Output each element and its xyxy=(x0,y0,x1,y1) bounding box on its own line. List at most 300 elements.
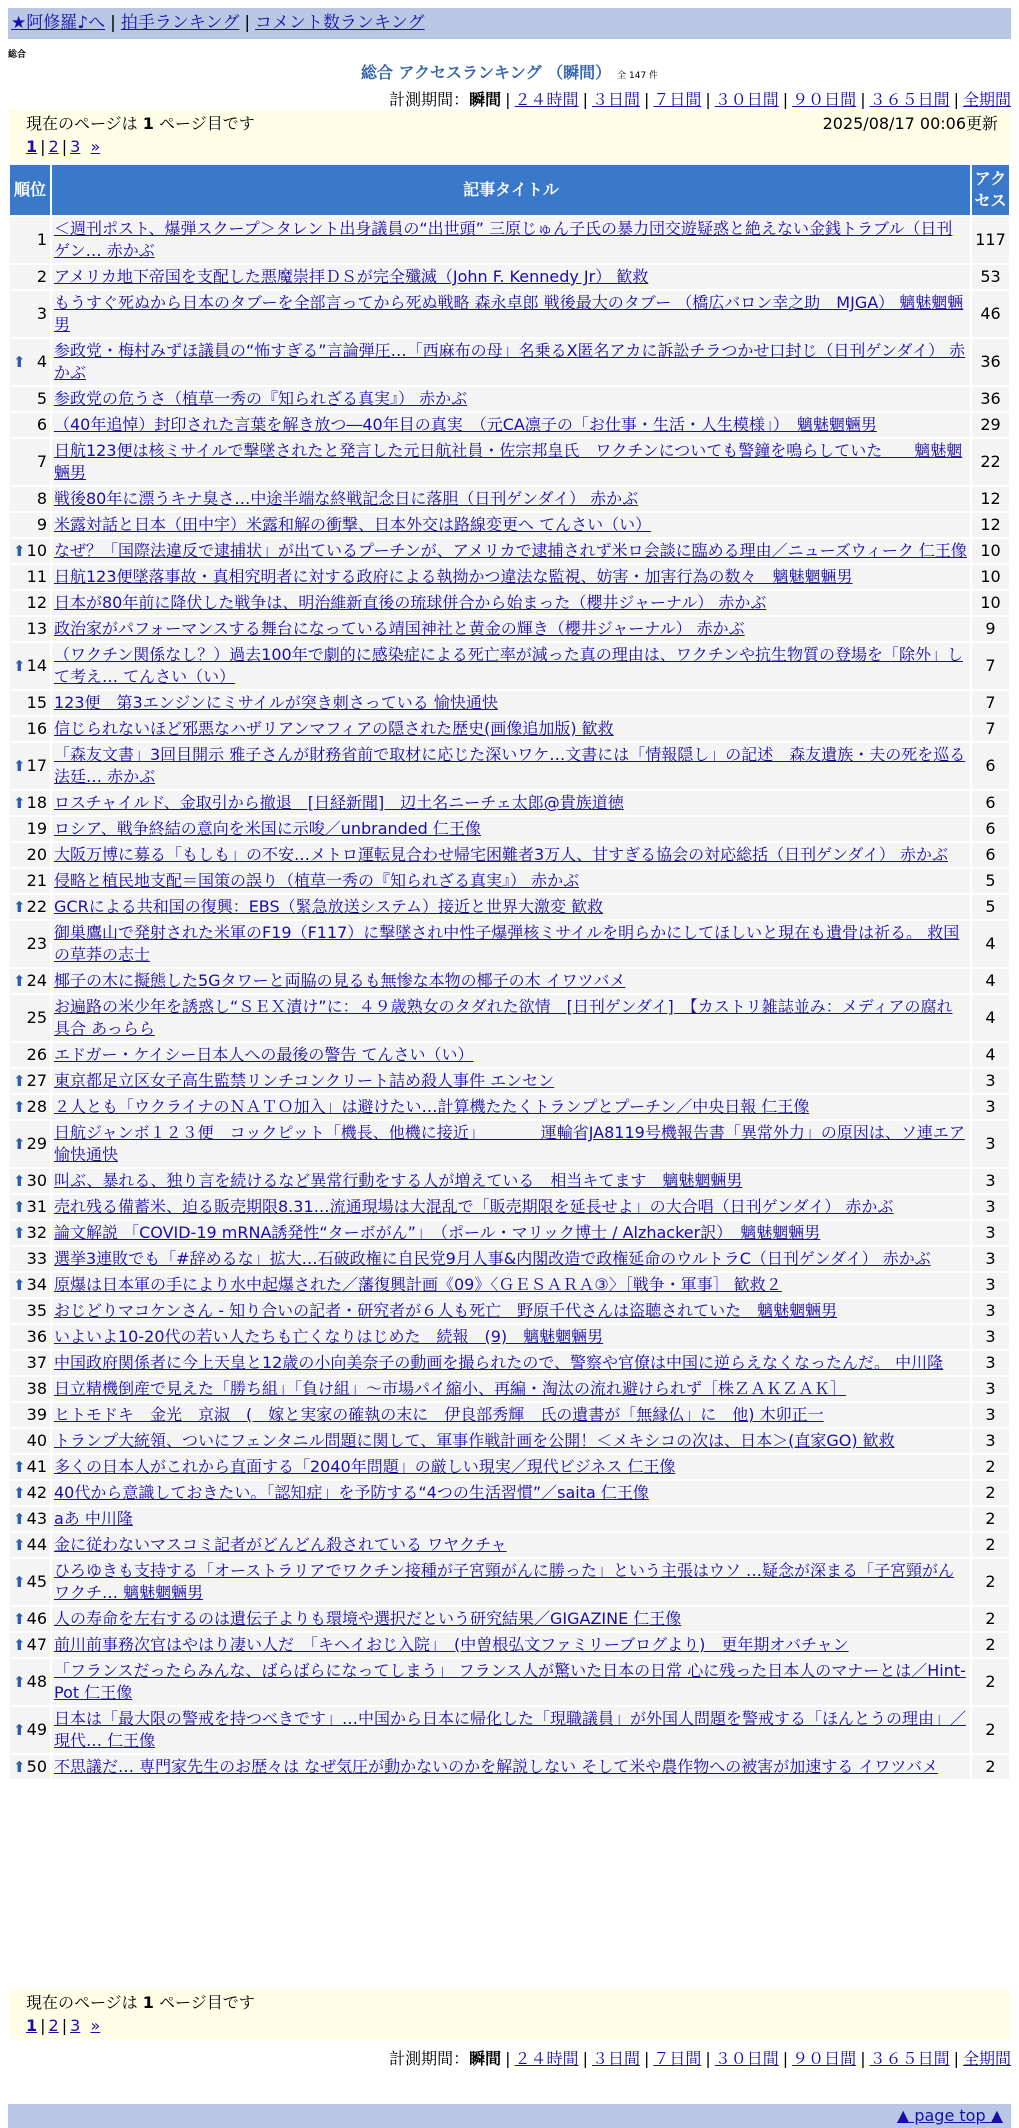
table-row xyxy=(10,291,1009,337)
access-count: 2 xyxy=(972,1455,1009,1479)
article-link[interactable]: ロスチャイルド、金取引から撤退 [日経新聞] 辺土名ニーチェ太郎@貴族道徳 xyxy=(54,793,624,812)
rank-cell xyxy=(10,413,50,437)
separator: | xyxy=(40,2016,46,2035)
up-arrow-icon: ⬆ xyxy=(13,794,26,812)
rank-number: 34 xyxy=(26,1275,47,1294)
title-cell xyxy=(52,1659,970,1705)
access-count: 7 xyxy=(972,643,1009,689)
title-cell xyxy=(52,1095,970,1119)
title-cell xyxy=(52,743,970,789)
page-link-3[interactable]: 3 xyxy=(70,137,81,156)
up-arrow-icon: ⬆ xyxy=(13,1198,26,1216)
access-count: 3 xyxy=(972,1273,1009,1297)
separator: | xyxy=(505,90,511,109)
rank-cell xyxy=(10,1095,50,1119)
article-link[interactable]: ２人とも「ウクライナのＮＡＴＯ加入」は避けたい…計算機たたくトランプとプーチン／中央日報 仁王像 xyxy=(54,1097,810,1116)
rank-number: 1 xyxy=(36,230,47,249)
period-current: 瞬間 xyxy=(469,90,502,109)
table-row xyxy=(10,643,1009,689)
article-link[interactable]: 大阪万博に募る「もしも」の不安…メトロ運転見合わせ帰宅困難者3万人、甘すぎる協会の対応総括（日刊ゲンダイ） 赤かぶ xyxy=(54,845,948,864)
rank-cell xyxy=(10,1455,50,1479)
access-count: 3 xyxy=(972,1121,1009,1167)
rank-number: 8 xyxy=(36,489,47,508)
period-option-6[interactable]: 全期間 xyxy=(962,90,1011,109)
article-link[interactable]: aあ 中川隆 xyxy=(54,1509,133,1528)
page-link-1[interactable]: 1 xyxy=(26,137,38,156)
title-cell xyxy=(52,1121,970,1167)
rank-cell xyxy=(10,1633,50,1657)
separator: | xyxy=(953,2049,959,2068)
title-cell xyxy=(52,413,970,437)
up-arrow-icon: ⬆ xyxy=(13,1276,26,1294)
article-link[interactable]: 日本が80年前に降伏した戦争は、明治維新直後の琉球併合から始まった（櫻井ジャーナル） 赤かぶ xyxy=(54,593,767,612)
access-count: 3 xyxy=(972,1429,1009,1453)
rank-cell xyxy=(10,1069,50,1093)
rank-cell xyxy=(10,743,50,789)
article-link[interactable]: 前川前事務次官はやはり凄い人だ 「キヘイおじ入院」 (中曽根弘文ファミリーブログより) 更年期オバチャン xyxy=(54,1635,849,1654)
table-header-row xyxy=(10,165,1009,215)
access-count: 10 xyxy=(972,591,1009,615)
separator: | xyxy=(705,2049,711,2068)
period-option-3[interactable]: ３０日間 xyxy=(714,90,779,109)
rank-number: 11 xyxy=(26,567,47,586)
up-arrow-icon: ⬆ xyxy=(13,1721,26,1739)
period-option-1[interactable]: ３日間 xyxy=(591,90,640,109)
rank-cell xyxy=(10,1659,50,1705)
up-arrow-icon: ⬆ xyxy=(13,898,26,916)
table-row xyxy=(10,1607,1009,1631)
page-status xyxy=(26,1993,1002,2015)
title-cell xyxy=(52,1273,970,1297)
access-count: 6 xyxy=(972,843,1009,867)
article-link[interactable]: 40代から意識しておきたい。「認知症」を予防する“4つの生活習慣”／saita 仁王像 xyxy=(54,1483,649,1502)
table-row xyxy=(10,387,1009,411)
page-link-2[interactable]: 2 xyxy=(48,2016,59,2035)
rank-cell xyxy=(10,487,50,511)
rank-number: 9 xyxy=(36,515,47,534)
updated-timestamp: 2025/08/17 00:06更新 xyxy=(822,114,998,133)
title-cell xyxy=(52,921,970,967)
rank-cell xyxy=(10,1247,50,1271)
article-link[interactable]: いよいよ10-20代の若い人たちも亡くなりはじめた 続報 (9) 魑魅魍魎男 xyxy=(54,1327,604,1346)
rank-number: 21 xyxy=(26,871,47,890)
access-count: 2 xyxy=(972,1533,1009,1557)
article-link[interactable]: 参政党の危うさ（植草一秀の『知られざる真実』） 赤かぶ xyxy=(54,389,468,408)
article-link[interactable]: ロシア、戦争終結の意向を米国に示唆／unbranded 仁王像 xyxy=(54,819,481,838)
period-option-4[interactable]: ９０日間 xyxy=(792,2049,857,2068)
title-cell xyxy=(52,1299,970,1323)
access-count: 3 xyxy=(972,1169,1009,1193)
title-cell xyxy=(52,1481,970,1505)
title-cell xyxy=(52,1507,970,1531)
period-option-5[interactable]: ３６５日間 xyxy=(869,2049,950,2068)
title-cell xyxy=(52,791,970,815)
title-cell xyxy=(52,1559,970,1605)
title-cell xyxy=(52,1325,970,1349)
article-link[interactable]: ヒトモドキ 金光 京淑 ( 嫁と実家の確執の末に 伊良部秀輝 氏の遺書が「無縁仏」に 他) 木卯正一 xyxy=(54,1405,824,1424)
total-count: 全 147 件 xyxy=(617,71,659,81)
home-link[interactable]: ★阿修羅♪へ xyxy=(11,13,106,33)
article-link[interactable]: 「森友文書」3回目開示 雅子さんが財務省前で取材に応じた深いワケ…文書には「情報隠し」の記述 森友遺族・夫の死を巡る法廷… 赤かぶ xyxy=(54,745,966,786)
rank-number: 16 xyxy=(26,719,47,738)
article-link[interactable]: 金に従わないマスコミ記者がどんどん殺されている ワヤクチャ xyxy=(54,1535,507,1554)
period-option-1[interactable]: ３日間 xyxy=(591,2049,640,2068)
article-link[interactable]: 人の寿命を左右するのは遺伝子よりも環境や選択だという研究結果／GIGAZINE 仁王像 xyxy=(54,1609,682,1628)
article-link[interactable]: 米露対話と日本（田中宇）米露和解の衝撃、日本外交は路線変更へ てんさい（い） xyxy=(54,515,652,534)
up-arrow-icon: ⬆ xyxy=(13,1072,26,1090)
table-row xyxy=(10,921,1009,967)
table-row xyxy=(10,1707,1009,1753)
rank-cell xyxy=(10,1299,50,1323)
table-row xyxy=(10,339,1009,385)
rank-number: 18 xyxy=(26,793,47,812)
table-row xyxy=(10,617,1009,641)
table-row xyxy=(10,439,1009,485)
up-arrow-icon: ⬆ xyxy=(13,1172,26,1190)
access-count: 6 xyxy=(972,791,1009,815)
rank-number: 15 xyxy=(26,693,47,712)
article-link[interactable]: 選挙3連敗でも「#辞めるな」拡大…石破政権に自民党9月人事&内閣改造で政権延命のウルトラC（日刊ゲンダイ） 赤かぶ xyxy=(54,1249,931,1268)
up-arrow-icon: ⬆ xyxy=(13,1224,26,1242)
access-count: 2 xyxy=(972,1607,1009,1631)
access-count: 3 xyxy=(972,1351,1009,1375)
rank-number: 37 xyxy=(26,1353,47,1372)
rank-cell xyxy=(10,1533,50,1557)
up-arrow-icon: ⬆ xyxy=(13,657,26,675)
access-count: 117 xyxy=(972,217,1009,263)
rank-cell xyxy=(10,1377,50,1401)
access-count: 3 xyxy=(972,1095,1009,1119)
article-link[interactable]: 不思議だ… 専門家先生のお歴々は なぜ気圧が動かないのかを解説しない そして米や農作物への被害が加速する イワツバメ xyxy=(54,1757,939,1776)
table-row xyxy=(10,1755,1009,1779)
table-row xyxy=(10,743,1009,789)
page-link-2[interactable]: 2 xyxy=(48,137,59,156)
rank-number: 22 xyxy=(26,897,47,916)
separator: | xyxy=(582,90,588,109)
access-count: 4 xyxy=(972,995,1009,1041)
page-top-link[interactable]: ▲ page top ▲ xyxy=(896,2106,1003,2125)
rank-number: 45 xyxy=(26,1572,47,1591)
access-count: 7 xyxy=(972,717,1009,741)
pagination xyxy=(26,136,1002,158)
period-option-6[interactable]: 全期間 xyxy=(962,2049,1011,2068)
access-count: 2 xyxy=(972,1633,1009,1657)
table-row xyxy=(10,413,1009,437)
article-link[interactable]: アメリカ地下帝国を支配した悪魔崇拝ＤＳが完全殲滅（John F. Kennedy Jr） 歓救 xyxy=(54,267,649,286)
access-count: 2 xyxy=(972,1507,1009,1531)
article-link[interactable]: 侵略と植民地支配＝国策の誤り（植草一秀の『知られざる真実』） 赤かぶ xyxy=(54,871,580,890)
title-cell xyxy=(52,387,970,411)
rank-cell xyxy=(10,1325,50,1349)
rank-cell xyxy=(10,1403,50,1427)
article-link[interactable]: ひろゆきも支持する「オーストラリアでワクチン接種が子宮頸がんに勝った」という主張はウソ …疑念が深まる「子宮頸がんワクチ… 魑魅魍魎男 xyxy=(54,1561,954,1602)
rank-cell xyxy=(10,1755,50,1779)
article-link[interactable]: 東京都足立区女子高生監禁リンチコンクリート詰め殺人事件 エンセン xyxy=(54,1071,555,1090)
article-link[interactable]: お遍路の米少年を誘惑し“ＳＥＸ漬け”に：４９歳熟女のタダれた欲情 [日刊ゲンダイ] 【カストリ雑誌並み：メディアの腐れ具合 あっらら xyxy=(54,997,953,1038)
page-status-suffix: ページ目です xyxy=(153,1993,255,2012)
table-row xyxy=(10,843,1009,867)
table-row xyxy=(10,969,1009,993)
rank-cell xyxy=(10,1169,50,1193)
rank-number: 20 xyxy=(26,845,47,864)
period-option-3[interactable]: ３０日間 xyxy=(714,2049,779,2068)
article-link[interactable]: 原爆は日本軍の手により水中起爆された／藩復興計画《09》〈ＧＥＳＡＲＡ③〉［戦争・軍事］ 歓救２ xyxy=(54,1275,782,1294)
page-status-suffix: ページ目です xyxy=(153,114,255,133)
bottom-nav xyxy=(8,2104,1011,2128)
period-option-2[interactable]: ７日間 xyxy=(653,90,702,109)
article-link[interactable]: エドガー・ケイシー日本人への最後の警告 てんさい（い） xyxy=(54,1045,474,1064)
rank-number: 10 xyxy=(26,541,47,560)
table-row xyxy=(10,1559,1009,1605)
table-row xyxy=(10,265,1009,289)
article-link[interactable]: 信じられないほど邪悪なハザリアンマフィアの隠された歴史(画像追加版) 歓救 xyxy=(54,719,614,738)
title-cell xyxy=(52,1247,970,1271)
rank-cell xyxy=(10,1043,50,1067)
article-link[interactable]: 日航ジャンボ１２３便 コックピット「機長、他機に接近」 運輸省JA8119号機報告書「異常外力」の原因は、ソ連エア 愉快通快 xyxy=(54,1123,965,1164)
article-link[interactable]: 多くの日本人がこれから直面する「2040年問題」の厳しい現実／現代ビジネス 仁王像 xyxy=(54,1457,676,1476)
article-link[interactable]: GCRによる共和国の復興：EBS（緊急放送システム）接近と世界大激変 歓救 xyxy=(54,897,604,916)
period-option-2[interactable]: ７日間 xyxy=(653,2049,702,2068)
rank-number: 44 xyxy=(26,1535,47,1554)
table-row xyxy=(10,1247,1009,1271)
up-arrow-icon: ⬆ xyxy=(13,1610,26,1628)
page-status-number: 1 xyxy=(142,114,154,133)
title-cell xyxy=(52,591,970,615)
title-cell xyxy=(52,291,970,337)
title-cell xyxy=(52,817,970,841)
article-link[interactable]: トランプ大統領、ついにフェンタニル問題に関して、軍事作戦計画を公開！＜メキシコの次は、日本＞(直家GO) 歓救 xyxy=(54,1431,895,1450)
period-selector-bottom xyxy=(389,2046,1011,2069)
page-status xyxy=(26,114,1002,136)
rank-number: 42 xyxy=(26,1483,47,1502)
access-count: 4 xyxy=(972,969,1009,993)
up-arrow-icon: ⬆ xyxy=(13,1510,26,1528)
up-arrow-icon: ⬆ xyxy=(13,1573,26,1591)
rank-cell xyxy=(10,265,50,289)
rank-number: 28 xyxy=(26,1097,47,1116)
up-arrow-icon: ⬆ xyxy=(13,542,26,560)
rank-cell xyxy=(10,1707,50,1753)
page-link-1[interactable]: 1 xyxy=(26,2016,38,2035)
rank-cell xyxy=(10,921,50,967)
period-selector-top xyxy=(389,87,1011,110)
rank-number: 25 xyxy=(26,1008,47,1027)
access-count: 3 xyxy=(972,1325,1009,1349)
rank-number: 49 xyxy=(26,1720,47,1739)
up-arrow-icon: ⬆ xyxy=(13,353,26,371)
period-option-0[interactable]: ２４時間 xyxy=(514,90,579,109)
article-link[interactable]: 論文解説 「COVID-19 mRNA誘発性“ターボがん”」 （ポール・マリック博士 / Alzhacker訳） 魑魅魍魎男 xyxy=(54,1223,821,1242)
up-arrow-icon: ⬆ xyxy=(13,1536,26,1554)
page-info-top xyxy=(9,110,1010,161)
rank-cell xyxy=(10,217,50,263)
pagination xyxy=(26,2015,1002,2037)
rank-cell xyxy=(10,1559,50,1605)
period-option-0[interactable]: ２４時間 xyxy=(514,2049,579,2068)
article-link[interactable]: 日航123便は核ミサイルで撃墜されたと発言した元日航社員・佐宗邦皇氏 ワクチンについても警鐘を鳴らしていた 魑魅魍魎男 xyxy=(54,441,963,482)
title-cell xyxy=(52,1221,970,1245)
rank-cell xyxy=(10,439,50,485)
applause-ranking-link[interactable]: 拍手ランキング xyxy=(120,13,240,33)
rank-number: 50 xyxy=(26,1757,47,1776)
article-link[interactable]: （40年追悼）封印された言葉を解き放つ―40年目の真実 （元CA凛子の「お仕事・生活・人生模様」） 魑魅魍魎男 xyxy=(54,415,877,434)
up-arrow-icon: ⬆ xyxy=(13,1135,26,1153)
title-cell xyxy=(52,1351,970,1375)
article-link[interactable]: おじどりマコケンさん - 知り合いの記者・研究者が６人も死亡 野原千代さんは盗聴されていた 魑魅魍魎男 xyxy=(54,1301,838,1320)
rank-cell xyxy=(10,691,50,715)
title-cell xyxy=(52,969,970,993)
table-row xyxy=(10,1403,1009,1427)
rank-number: 13 xyxy=(26,619,47,638)
up-arrow-icon: ⬆ xyxy=(13,757,26,775)
rank-number: 46 xyxy=(26,1609,47,1628)
article-link[interactable]: 売れ残る備蓄米、迫る販売期限8.31…流通現場は大混乱で「販売期限を延長せよ」の大合唱（日刊ゲンダイ） 赤かぶ xyxy=(54,1197,894,1216)
title-cell xyxy=(52,1429,970,1453)
access-count: 6 xyxy=(972,817,1009,841)
access-count: 2 xyxy=(972,1481,1009,1505)
title-cell xyxy=(52,1455,970,1479)
table-row xyxy=(10,1533,1009,1557)
title-cell xyxy=(52,895,970,919)
article-link[interactable]: ＜週刊ポスト、爆弾スクープ＞タレント出身議員の“出世頭” 三原じゅん子氏の暴力団交遊疑惑と絶えない金銭トラブル（日刊ゲン… 赤かぶ xyxy=(54,219,953,260)
article-link[interactable]: 日航123便墜落事故・真相究明者に対する政府による執拗かつ違法な監視、妨害・加害行為の数々 魑魅魍魎男 xyxy=(54,567,853,586)
access-count: 46 xyxy=(972,291,1009,337)
article-link[interactable]: なぜ？「国際法違反で逮捕状」が出ているプーチンが、アメリカで逮捕されず米ロ会談に臨める理由／ニューズウィーク 仁王像 xyxy=(54,541,967,560)
article-link[interactable]: 政治家がパフォーマンスする舞台になっている靖国神社と黄金の輝き（櫻井ジャーナル） 赤かぶ xyxy=(54,619,745,638)
access-count: 53 xyxy=(972,265,1009,289)
period-option-4[interactable]: ９０日間 xyxy=(792,90,857,109)
table-row xyxy=(10,1221,1009,1245)
title-cell xyxy=(52,565,970,589)
up-arrow-icon: ⬆ xyxy=(13,972,26,990)
page-status-prefix: 現在のページは xyxy=(26,114,143,133)
rank-number: 43 xyxy=(26,1509,47,1528)
table-row xyxy=(10,1659,1009,1705)
access-count: 36 xyxy=(972,339,1009,385)
article-link[interactable]: 椰子の木に擬態した5Gタワーと両脇の見るも無惨な本物の椰子の木 イワツバメ xyxy=(54,971,626,990)
rank-cell xyxy=(10,1273,50,1297)
access-count: 3 xyxy=(972,1247,1009,1271)
rank-cell xyxy=(10,617,50,641)
rank-cell xyxy=(10,1607,50,1631)
separator: | xyxy=(582,2049,588,2068)
page-link-3[interactable]: 3 xyxy=(70,2016,81,2035)
access-count: 3 xyxy=(972,1377,1009,1401)
page-status-number: 1 xyxy=(142,1993,154,2012)
title-cell xyxy=(52,1069,970,1093)
rank-cell xyxy=(10,1429,50,1453)
title-cell xyxy=(52,439,970,485)
rank-cell xyxy=(10,717,50,741)
table-row xyxy=(10,1429,1009,1453)
article-link[interactable]: （ワクチン関係なし？）過去100年で劇的に感染症による死亡率が減った真の理由は、ワクチンや抗生物質の登場を「除外」して考え… てんさい（い） xyxy=(54,645,963,686)
article-link[interactable]: 123便 第3エンジンにミサイルが突き刺さっている 愉快通快 xyxy=(54,693,498,712)
article-link[interactable]: 日立精機倒産で見えた「勝ち組」「負け組」～市場パイ縮小、再編・淘汰の流れ避けられず［株ＺＡＫＺＡＫ］ xyxy=(54,1379,847,1398)
next-page-link[interactable]: » xyxy=(90,137,101,156)
access-count: 4 xyxy=(972,921,1009,967)
rank-cell xyxy=(10,1507,50,1531)
rank-number: 38 xyxy=(26,1379,47,1398)
header-title: 記事タイトル xyxy=(52,165,970,215)
access-count: 3 xyxy=(972,1221,1009,1245)
table-row xyxy=(10,1069,1009,1093)
article-link[interactable]: 叫ぶ、暴れる、独り言を続けるなど異常行動をする人が増えている 相当キてます 魑魅魍魎男 xyxy=(54,1171,743,1190)
rank-cell xyxy=(10,995,50,1041)
separator: | xyxy=(505,2049,511,2068)
table-row xyxy=(10,1121,1009,1167)
access-count: 22 xyxy=(972,439,1009,485)
access-count: 5 xyxy=(972,895,1009,919)
access-count: 3 xyxy=(972,1195,1009,1219)
rank-cell xyxy=(10,513,50,537)
separator: | xyxy=(860,2049,866,2068)
title-cell xyxy=(52,265,970,289)
table-row xyxy=(10,717,1009,741)
separator: | xyxy=(643,90,650,109)
rank-number: 4 xyxy=(36,352,47,371)
table-row xyxy=(10,513,1009,537)
access-count: 4 xyxy=(972,1043,1009,1067)
rank-number: 33 xyxy=(26,1249,47,1268)
article-link[interactable]: 参政党・梅村みずほ議員の“怖すぎる”言論弾圧…「西麻布の母」名乗るX匿名アカに訴訟チラつかせ口封じ（日刊ゲンダイ） 赤かぶ xyxy=(54,341,966,382)
rank-cell xyxy=(10,565,50,589)
table-row xyxy=(10,1455,1009,1479)
article-link[interactable]: 中国政府関係者に今上天皇と12歳の小向美奈子の動画を撮られたので、警察や官僚は中国に逆らえなくなったんだ。 中川隆 xyxy=(54,1353,944,1372)
article-link[interactable]: 戦後80年に漂うキナ臭さ…中途半端な終戦記念日に落胆（日刊ゲンダイ） 赤かぶ xyxy=(54,489,639,508)
access-count: 7 xyxy=(972,691,1009,715)
access-count: 2 xyxy=(972,1755,1009,1779)
table-row xyxy=(10,539,1009,563)
rank-number: 26 xyxy=(26,1045,47,1064)
table-row xyxy=(10,1325,1009,1349)
period-current: 瞬間 xyxy=(469,2049,502,2068)
title-cell xyxy=(52,339,970,385)
title-cell xyxy=(52,1607,970,1631)
top-nav: ★阿修羅♪へ | 拍手ランキング | コメント数ランキング xyxy=(8,8,1011,39)
access-count: 36 xyxy=(972,387,1009,411)
table-row xyxy=(10,565,1009,589)
comment-ranking-link[interactable]: コメント数ランキング xyxy=(255,13,425,33)
rank-number: 48 xyxy=(26,1672,47,1691)
period-option-5[interactable]: ３６５日間 xyxy=(869,90,950,109)
rank-number: 23 xyxy=(26,934,47,953)
article-link[interactable]: 「フランスだったらみんな、ばらばらになってしまう」 フランス人が驚いた日本の日常 心に残った日本人のマナーとは／Hint-Pot 仁王像 xyxy=(54,1661,966,1702)
rank-cell xyxy=(10,969,50,993)
rank-number: 41 xyxy=(26,1457,47,1476)
title-cell xyxy=(52,843,970,867)
table-row xyxy=(10,791,1009,815)
access-count: 10 xyxy=(972,539,1009,563)
access-count: 12 xyxy=(972,487,1009,511)
rank-cell xyxy=(10,843,50,867)
rank-number: 31 xyxy=(26,1197,47,1216)
separator: | xyxy=(61,2016,68,2035)
article-link[interactable]: 御巣鷹山で発射された米軍のF19（F117）に撃墜され中性子爆弾核ミサイルを明らかにしてほしいと現在も遺骨は祈る。 救国の草莽の志士 xyxy=(54,923,960,964)
rank-cell xyxy=(10,1221,50,1245)
rank-cell xyxy=(10,643,50,689)
article-link[interactable]: もうすぐ死ぬから日本のタブーを全部言ってから死ぬ戦略 森永卓郎 戦後最大のタブー （橋広バロン幸之助 MJGA） 魑魅魍魎男 xyxy=(54,293,964,334)
title-cell xyxy=(52,643,970,689)
rank-cell xyxy=(10,1121,50,1167)
rank-number: 30 xyxy=(26,1171,47,1190)
rank-cell xyxy=(10,539,50,563)
next-page-link[interactable]: » xyxy=(90,2016,101,2035)
table-row xyxy=(10,591,1009,615)
up-arrow-icon: ⬆ xyxy=(13,1098,26,1116)
page-title xyxy=(0,60,1019,83)
table-row xyxy=(10,1095,1009,1119)
article-link[interactable]: 日本は「最大限の警戒を持つべきです」…中国から日本に帰化した「現職議員」が外国人問題を警戒する「ほんとうの理由」／現代… 仁王像 xyxy=(54,1709,967,1750)
